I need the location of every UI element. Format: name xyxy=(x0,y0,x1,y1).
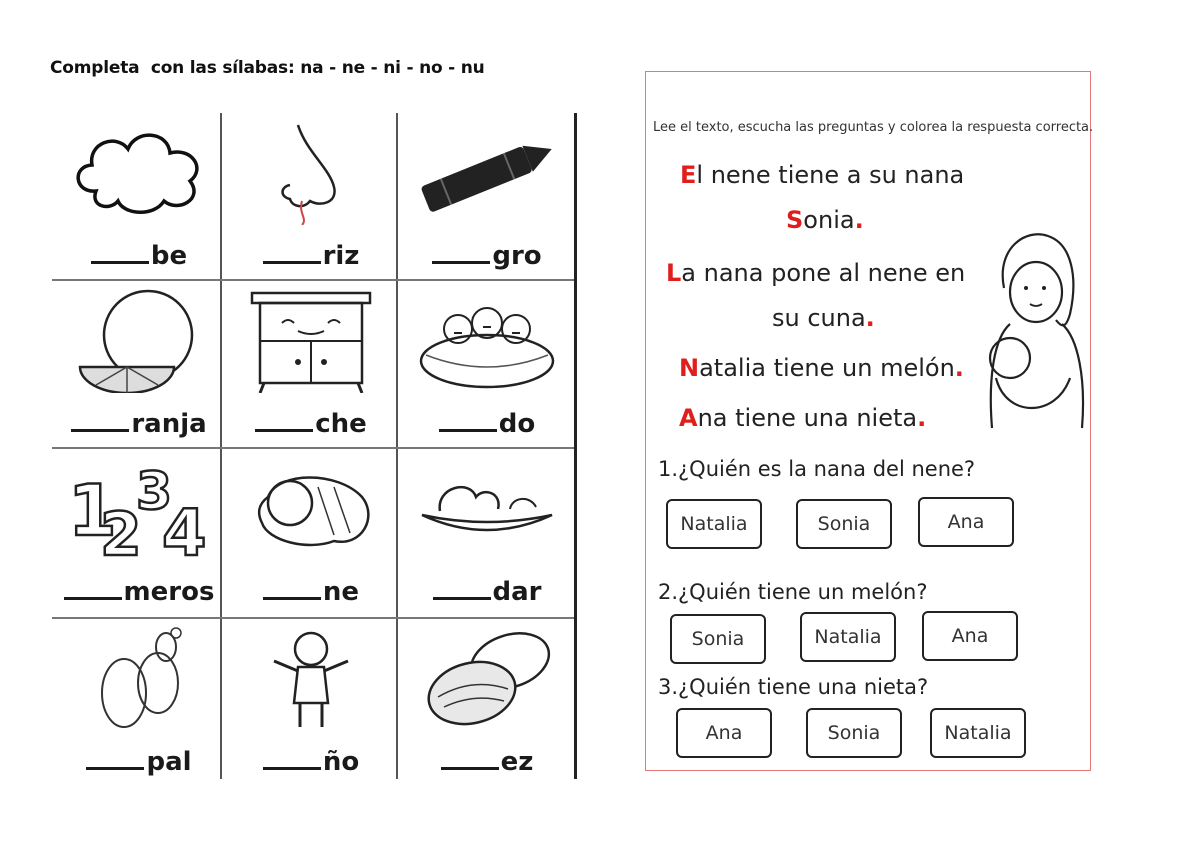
question-3: 3.¿Quién tiene una nieta? xyxy=(658,675,929,699)
grid-cell-baby xyxy=(224,449,398,615)
grid-cell-nest xyxy=(400,281,574,447)
word-item xyxy=(400,577,574,607)
line-text: na tiene una nieta xyxy=(697,404,918,432)
story-line xyxy=(772,304,875,332)
answer-blank[interactable] xyxy=(263,767,321,770)
answer-blank[interactable] xyxy=(432,261,490,264)
line-period: . xyxy=(865,304,875,332)
nose-icon xyxy=(238,121,384,225)
word-suffix: meros xyxy=(123,577,215,607)
answer-blank[interactable] xyxy=(263,597,321,600)
svg-text:4: 4 xyxy=(162,497,207,561)
line-text: atalia tiene un melón xyxy=(699,354,955,382)
story-line xyxy=(786,206,864,234)
answer-blank[interactable] xyxy=(433,597,491,600)
grid-cell-cactus xyxy=(52,619,226,785)
grid-cell-canoe xyxy=(400,449,574,615)
word-suffix: do xyxy=(498,409,536,439)
word-suffix: riz xyxy=(322,241,360,271)
answer-blank[interactable] xyxy=(71,429,129,432)
answer-blank[interactable] xyxy=(64,597,122,600)
word-item xyxy=(52,241,226,271)
answer-option[interactable]: Sonia xyxy=(796,499,892,549)
answer-option[interactable]: Ana xyxy=(676,708,772,758)
nest-icon xyxy=(414,289,560,393)
story-line xyxy=(679,404,926,432)
crayon-icon xyxy=(414,121,560,225)
reading-instruction: Lee el texto, escucha las preguntas y colorea la respuesta correcta. xyxy=(653,120,1094,135)
initial-letter: L xyxy=(666,259,682,287)
grid-cell-child xyxy=(224,619,398,785)
word-item xyxy=(400,241,574,271)
answer-blank[interactable] xyxy=(255,429,313,432)
line-text: a nana pone al nene en xyxy=(681,259,966,287)
answer-option[interactable]: Sonia xyxy=(806,708,902,758)
word-suffix: ez xyxy=(500,747,534,777)
reading-card xyxy=(645,71,1094,771)
initial-letter: E xyxy=(680,161,697,189)
answer-option[interactable]: Sonia xyxy=(670,614,766,664)
grid-cell-walnut xyxy=(400,619,574,785)
svg-text:2: 2 xyxy=(100,500,142,561)
answer-blank[interactable] xyxy=(86,767,144,770)
baby-icon xyxy=(238,457,384,561)
answer-option[interactable]: Natalia xyxy=(800,612,896,662)
cactus-icon xyxy=(66,627,212,731)
answer-option[interactable]: Ana xyxy=(922,611,1018,661)
question-1: 1.¿Quién es la nana del nene? xyxy=(658,457,976,481)
initial-letter: S xyxy=(786,206,804,234)
question-2: 2.¿Quién tiene un melón? xyxy=(658,580,928,604)
word-item xyxy=(224,747,398,777)
line-period: . xyxy=(954,354,964,382)
word-suffix: be xyxy=(150,241,188,271)
answer-option[interactable]: Natalia xyxy=(666,499,762,549)
syllable-grid xyxy=(52,113,577,779)
line-text: l nene tiene a su nana xyxy=(696,161,965,189)
grid-cell-crayon xyxy=(400,113,574,279)
word-item xyxy=(52,747,226,777)
word-item xyxy=(224,241,398,271)
story-line xyxy=(679,354,964,382)
cloud-icon xyxy=(66,121,212,225)
word-suffix: dar xyxy=(492,577,542,607)
word-suffix: ño xyxy=(322,747,360,777)
mother-and-baby-icon xyxy=(986,228,1086,458)
answer-blank[interactable] xyxy=(441,767,499,770)
answer-blank[interactable] xyxy=(263,261,321,264)
story-line xyxy=(680,161,964,189)
word-suffix: pal xyxy=(146,747,192,777)
initial-letter: A xyxy=(679,404,698,432)
answer-blank[interactable] xyxy=(91,261,149,264)
svg-text:1: 1 xyxy=(68,470,117,552)
walnut-icon xyxy=(414,627,560,731)
line-period: . xyxy=(917,404,927,432)
grid-cell-orange xyxy=(52,281,226,447)
grid-cell-nose xyxy=(224,113,398,279)
story-line xyxy=(666,259,965,287)
numbers-icon xyxy=(66,457,212,561)
word-item xyxy=(400,747,574,777)
word-item xyxy=(224,577,398,607)
word-suffix: che xyxy=(315,409,367,439)
answer-option[interactable]: Natalia xyxy=(930,708,1026,758)
grid-cell-cloud xyxy=(52,113,226,279)
word-item xyxy=(400,409,574,439)
canoe-icon xyxy=(414,457,560,561)
line-text: onia xyxy=(803,206,855,234)
orange-icon xyxy=(66,289,212,393)
word-suffix: ne xyxy=(322,577,360,607)
initial-letter: N xyxy=(679,354,700,382)
word-item xyxy=(52,577,226,607)
word-item xyxy=(224,409,398,439)
grid-cell-dresser xyxy=(224,281,398,447)
worksheet-title: Completa con las sílabas: na - ne - ni - no - nu xyxy=(50,58,485,78)
dresser-icon xyxy=(238,289,384,393)
word-item xyxy=(52,409,226,439)
child-icon xyxy=(238,627,384,731)
answer-option[interactable]: Ana xyxy=(918,497,1014,547)
svg-text:3: 3 xyxy=(136,462,173,522)
answer-blank[interactable] xyxy=(439,429,497,432)
line-period: . xyxy=(854,206,864,234)
line-text: su cuna xyxy=(772,304,866,332)
word-suffix: ranja xyxy=(131,409,207,439)
word-suffix: gro xyxy=(492,241,542,271)
grid-cell-numbers xyxy=(52,449,226,615)
